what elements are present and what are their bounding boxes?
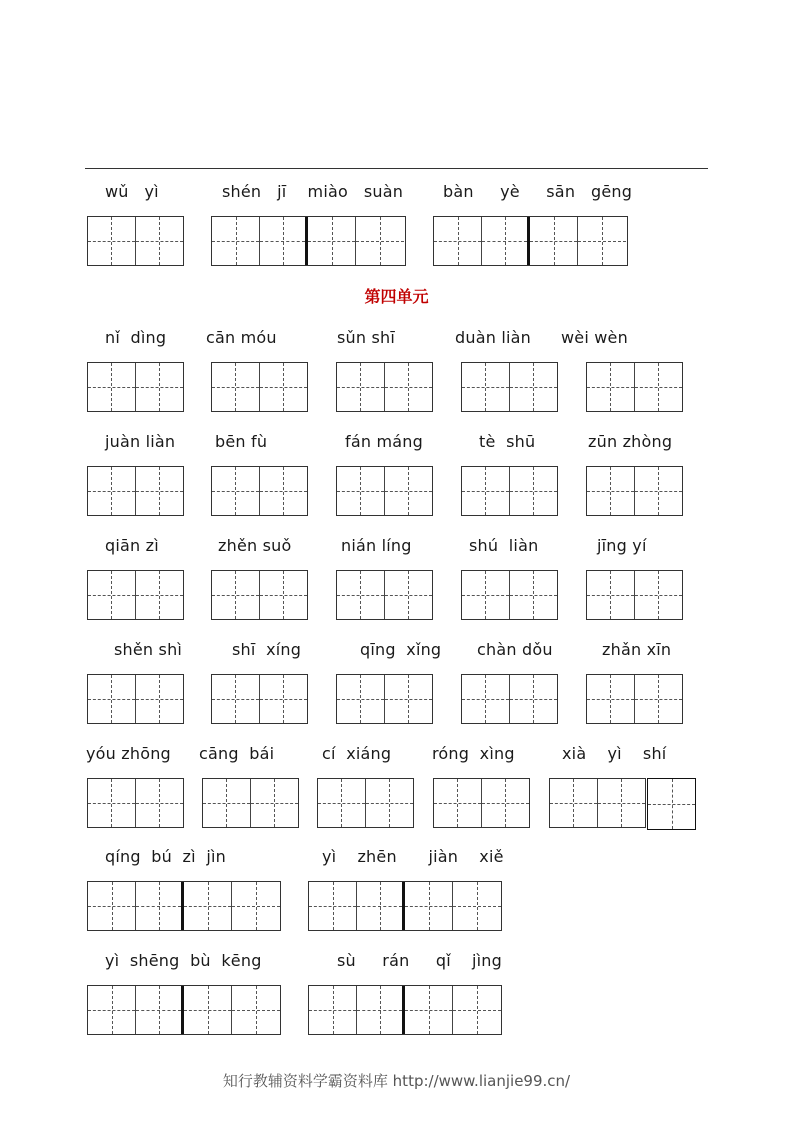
writing-grid[interactable] bbox=[461, 466, 558, 516]
writing-grid[interactable] bbox=[87, 985, 281, 1035]
writing-grid[interactable] bbox=[308, 985, 502, 1035]
writing-grid[interactable] bbox=[211, 216, 406, 266]
pinyin-label: cí xiáng bbox=[322, 744, 392, 763]
writing-grid[interactable] bbox=[586, 674, 683, 724]
pinyin-label: yóu zhōng bbox=[86, 744, 171, 763]
pinyin-label: cāng bái bbox=[199, 744, 275, 763]
writing-grid[interactable] bbox=[308, 881, 502, 931]
writing-grid[interactable] bbox=[461, 570, 558, 620]
writing-grid[interactable] bbox=[211, 466, 308, 516]
pinyin-label: fán máng bbox=[345, 432, 423, 451]
pinyin-label: róng xìng bbox=[432, 744, 515, 763]
pinyin-label: wǔ yì bbox=[105, 182, 159, 201]
writing-grid[interactable] bbox=[336, 674, 433, 724]
writing-grid[interactable] bbox=[202, 778, 299, 828]
pinyin-label: qīng xǐng bbox=[360, 640, 442, 659]
pinyin-label: shī xíng bbox=[232, 640, 302, 659]
writing-grid[interactable] bbox=[336, 362, 433, 412]
writing-grid[interactable] bbox=[433, 778, 530, 828]
writing-grid[interactable] bbox=[87, 570, 184, 620]
pinyin-label: qiān zì bbox=[105, 536, 159, 555]
writing-grid[interactable] bbox=[461, 362, 558, 412]
pinyin-label: xià yì shí bbox=[562, 744, 667, 763]
writing-grid[interactable] bbox=[87, 216, 184, 266]
pinyin-label: shú liàn bbox=[469, 536, 539, 555]
pinyin-label: qíng bú zì jìn bbox=[105, 847, 226, 866]
writing-grid[interactable] bbox=[317, 778, 414, 828]
pinyin-label: nǐ dìng bbox=[105, 328, 167, 347]
pinyin-label: jīng yí bbox=[597, 536, 647, 555]
writing-grid[interactable] bbox=[211, 674, 308, 724]
pinyin-label: zhǎn xīn bbox=[602, 640, 672, 659]
writing-grid[interactable] bbox=[461, 674, 558, 724]
unit-title: 第四单元 bbox=[364, 287, 429, 306]
footer-watermark: 知行教辅资料学霸资料库 http://www.lianjie99.cn/ bbox=[222, 1072, 571, 1090]
writing-grid[interactable] bbox=[586, 570, 683, 620]
writing-grid-extra[interactable] bbox=[647, 778, 696, 830]
writing-grid[interactable] bbox=[586, 466, 683, 516]
writing-grid[interactable] bbox=[87, 466, 184, 516]
writing-grid[interactable] bbox=[336, 570, 433, 620]
pinyin-label: cān móu bbox=[206, 328, 277, 347]
pinyin-label: zhěn suǒ bbox=[218, 536, 292, 555]
pinyin-label: duàn liàn bbox=[455, 328, 531, 347]
writing-grid[interactable] bbox=[211, 362, 308, 412]
pinyin-label: wèi wèn bbox=[561, 328, 628, 347]
pinyin-label: shěn shì bbox=[114, 640, 183, 659]
pinyin-label: nián líng bbox=[341, 536, 412, 555]
writing-grid[interactable] bbox=[211, 570, 308, 620]
header-rule bbox=[85, 168, 708, 169]
writing-grid[interactable] bbox=[87, 362, 184, 412]
writing-grid[interactable] bbox=[549, 778, 646, 828]
writing-grid[interactable] bbox=[586, 362, 683, 412]
writing-grid[interactable] bbox=[336, 466, 433, 516]
pinyin-label: shén jī miào suàn bbox=[222, 182, 404, 201]
pinyin-label: bàn yè sān gēng bbox=[443, 182, 633, 201]
writing-grid[interactable] bbox=[433, 216, 628, 266]
writing-grid[interactable] bbox=[87, 881, 281, 931]
pinyin-label: sù rán qǐ jìng bbox=[337, 951, 502, 970]
pinyin-label: zūn zhòng bbox=[588, 432, 673, 451]
pinyin-label: yì shēng bù kēng bbox=[105, 951, 262, 970]
pinyin-label: bēn fù bbox=[215, 432, 268, 451]
pinyin-label: sǔn shī bbox=[337, 328, 396, 347]
pinyin-label: juàn liàn bbox=[105, 432, 176, 451]
writing-grid[interactable] bbox=[87, 674, 184, 724]
pinyin-label: yì zhēn jiàn xiě bbox=[322, 847, 504, 866]
pinyin-label: tè shū bbox=[479, 432, 536, 451]
pinyin-label: chàn dǒu bbox=[477, 640, 553, 659]
writing-grid[interactable] bbox=[87, 778, 184, 828]
